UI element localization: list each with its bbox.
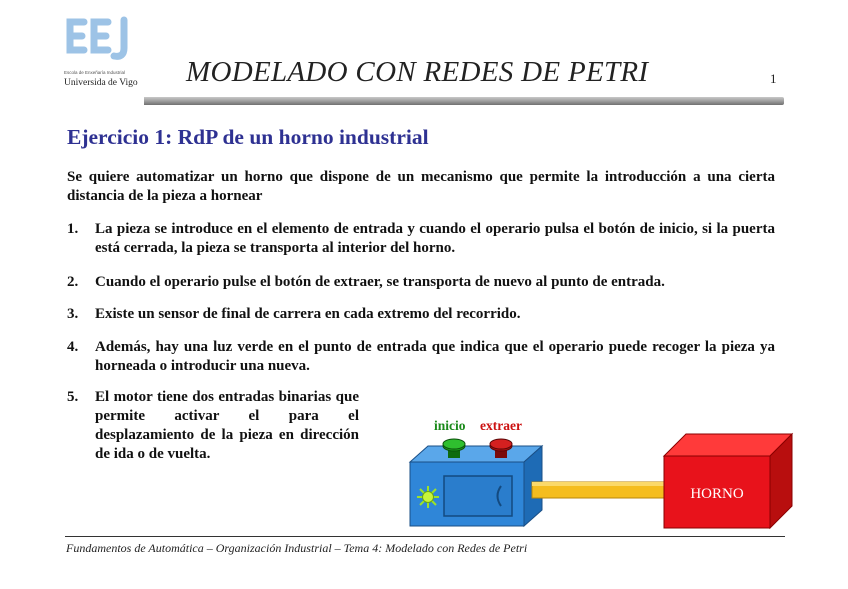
exercise-title: Ejercicio 1: RdP de un horno industrial <box>67 125 429 149</box>
machine-box <box>410 446 542 526</box>
page-title: MODELADO CON REDES DE PETRI <box>186 56 649 88</box>
list-item <box>67 338 775 376</box>
extraer-label: extraer <box>480 418 522 433</box>
list-item-number: 1. <box>67 221 79 237</box>
footer-divider <box>65 536 785 537</box>
oven-label: HORNO <box>690 486 744 502</box>
logo-caption: Escola de Enxeñaría Industrial <box>64 70 126 75</box>
list-item <box>67 388 359 464</box>
university-name: Universida de Vigo <box>64 78 138 88</box>
list-item-text: El motor tiene dos entradas binarias que permite activar el para el desplazamiento de la pieza en dirección de ida o de vuelta. <box>95 389 359 462</box>
title-divider-bar <box>144 97 784 105</box>
list-item <box>67 273 775 292</box>
list-item-number: 2. <box>67 274 79 290</box>
list-item-text: Existe un sensor de final de carrera en cada extremo del recorrido. <box>95 306 521 322</box>
intro-paragraph: Se quiere automatizar un horno que dispone de un mecanismo que permite la introducción a una cierta distancia de la pieza a hornear <box>67 169 775 204</box>
list-item-text: Cuando el operario pulse el botón de extraer, se transporta de nuevo al punto de entrada. <box>95 274 665 290</box>
oven-diagram <box>400 410 800 540</box>
inicio-label: inicio <box>434 418 466 433</box>
list-item-text: La pieza se introduce en el elemento de entrada y cuando el operario pulsa el botón de inicio, si la puerta está cerrada, la pieza se transporta al interior del horno. <box>95 221 775 256</box>
green-light-icon <box>417 486 439 508</box>
list-item-number: 3. <box>67 306 79 322</box>
slide-number: 1 <box>770 71 777 86</box>
footer-text: Fundamentos de Automática – Organización Industrial – Tema 4: Modelado con Redes de Petri <box>66 541 528 555</box>
oven-box <box>664 434 792 528</box>
list-item <box>67 220 775 258</box>
list-item-number: 5. <box>67 389 79 405</box>
list-item <box>67 305 775 324</box>
list-item-number: 4. <box>67 339 79 355</box>
transport-rod <box>532 482 668 498</box>
list-item-text: Además, hay una luz verde en el punto de entrada que indica que el operario puede recoger la pieza ya horneada o introducir una nueva. <box>95 339 775 374</box>
eej-logo-icon <box>62 12 138 62</box>
